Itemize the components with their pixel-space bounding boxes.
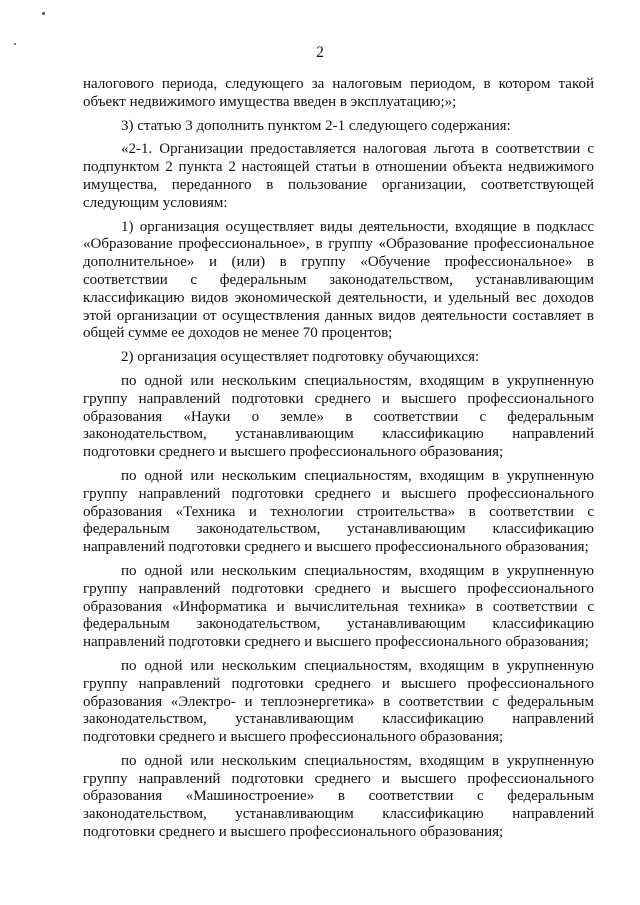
paragraph-specialty-energy: по одной или нескольким специальностям, входящим в укрупненную группу направлений подготовки среднего и высшего профессионального образования «Электро- и теплоэнергетика» в соответствии с федеральным законодательством, устанавливающим классификацию направлений подготовки среднего и высшего профессионального образования; [83, 657, 594, 746]
paragraph-continuation: налогового периода, следующего за налоговым периодом, в котором такой объект недвижимого имущества введен в эксплуатацию;»; [83, 76, 594, 110]
paragraph-specialty-construction: по одной или нескольким специальностям, входящим в укрупненную группу направлений подготовки среднего и высшего профессионального образования «Техника и технологии строительства» в соответствии с федеральным законодательством, устанавливающим классификацию направлений подготовки среднего и высшего профессионального образования; [83, 467, 594, 556]
scan-speck [42, 12, 45, 15]
paragraph-specialty-informatics: по одной или нескольким специальностям, входящим в укрупненную группу направлений подготовки среднего и высшего профессионального образования «Информатика и вычислительная техника» в соответствии с федеральным законодательством, устанавливающим классификацию направлений подготовки среднего и высшего профессионального образования; [83, 562, 594, 651]
paragraph-specialty-earth-sciences: по одной или нескольким специальностям, входящим в укрупненную группу направлений подготовки среднего и высшего профессионального образования «Науки о земле» в соответствии с федеральным законодательством, устанавливающим классификацию направлений подготовки среднего и высшего профессионального образования; [83, 372, 594, 461]
paragraph-condition-1: 1) организация осуществляет виды деятельности, входящие в подкласс «Образование профессиональное», в группу «Образование профессиональное дополнительное» и (или) в группу «Обучение профессиональное» в соответствии с федеральным законодательством, устанавливающим классификацию видов экономической деятельности, и удельный вес доходов этой организации от осуществления данных видов деятельности составляет в общей сумме ее доходов не менее 70 процентов; [83, 218, 594, 342]
document-body [83, 76, 594, 848]
paragraph-clause-2-1: «2-1. Организации предоставляется налоговая льгота в соответствии с подпунктом 2 пункта 2 настоящей статьи в отношении объекта недвижимого имущества, переданного в пользование организации, соответствующей следующим условиям: [83, 141, 594, 211]
page-number: 2 [316, 44, 324, 61]
paragraph-specialty-mechanical: по одной или нескольким специальностям, входящим в укрупненную группу направлений подготовки среднего и высшего профессионального образования «Машиностроение» в соответствии с федеральным законодательством, устанавливающим классификацию направлений подготовки среднего и высшего профессионального образования; [83, 752, 594, 841]
paragraph-amendment-intro: 3) статью 3 дополнить пунктом 2-1 следующего содержания: [121, 117, 511, 134]
paragraph-condition-2: 2) организация осуществляет подготовку обучающихся: [121, 349, 480, 366]
